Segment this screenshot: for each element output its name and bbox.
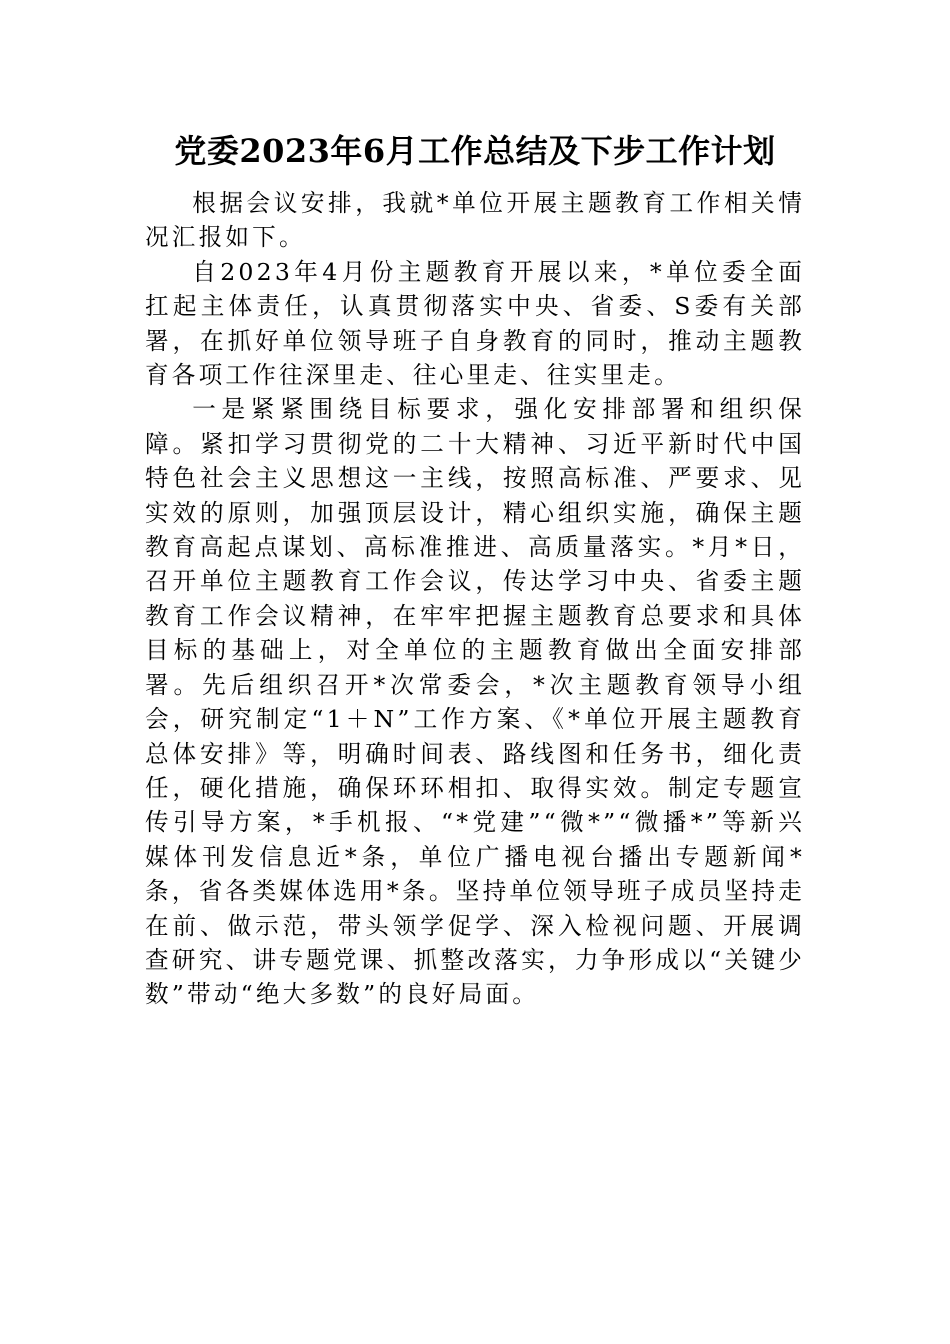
paragraph-overview: 自2023年4月份主题教育开展以来，*单位委全面扛起主体责任，认真贯彻落实中央、省委、S委有关部署，在抓好单位领导班子自身教育的同时，推动主题教育各项工作往深里走、往心里走、往实里走。	[145, 257, 805, 390]
document-body	[145, 186, 805, 1012]
paragraph-point-one: 一是紧紧围绕目标要求，强化安排部署和组织保障。紧扣学习贯彻党的二十大精神、习近平新时代中国特色社会主义思想这一主线，按照高标准、严要求、见实效的原则，加强顶层设计，精心组织实施，确保主题教育高起点谋划、高标准推进、高质量落实。*月*日，召开单位主题教育工作会议，传达学习中央、省委主题教育工作会议精神，在牢牢把握主题教育总要求和具体目标的基础上，对全单位的主题教育做出全面安排部署。先后组织召开*次常委会，*次主题教育领导小组会，研究制定“1＋N”工作方案、《*单位开展主题教育总体安排》等，明确时间表、路线图和任务书，细化责任，硬化措施，确保环环相扣、取得实效。制定专题宣传引导方案，*手机报、“*党建”“微*”“微播*”等新兴媒体刊发信息近*条，单位广播电视台播出专题新闻*条，省各类媒体选用*条。坚持单位领导班子成员坚持走在前、做示范，带头领学促学、深入检视问题、开展调查研究、讲专题党课、抓整改落实，力争形成以“关键少数”带动“绝大多数”的良好局面。	[145, 395, 805, 1009]
document-title: 党委2023年6月工作总结及下步工作计划	[174, 132, 776, 170]
paragraph-intro: 根据会议安排，我就*单位开展主题教育工作相关情况汇报如下。	[145, 189, 805, 252]
